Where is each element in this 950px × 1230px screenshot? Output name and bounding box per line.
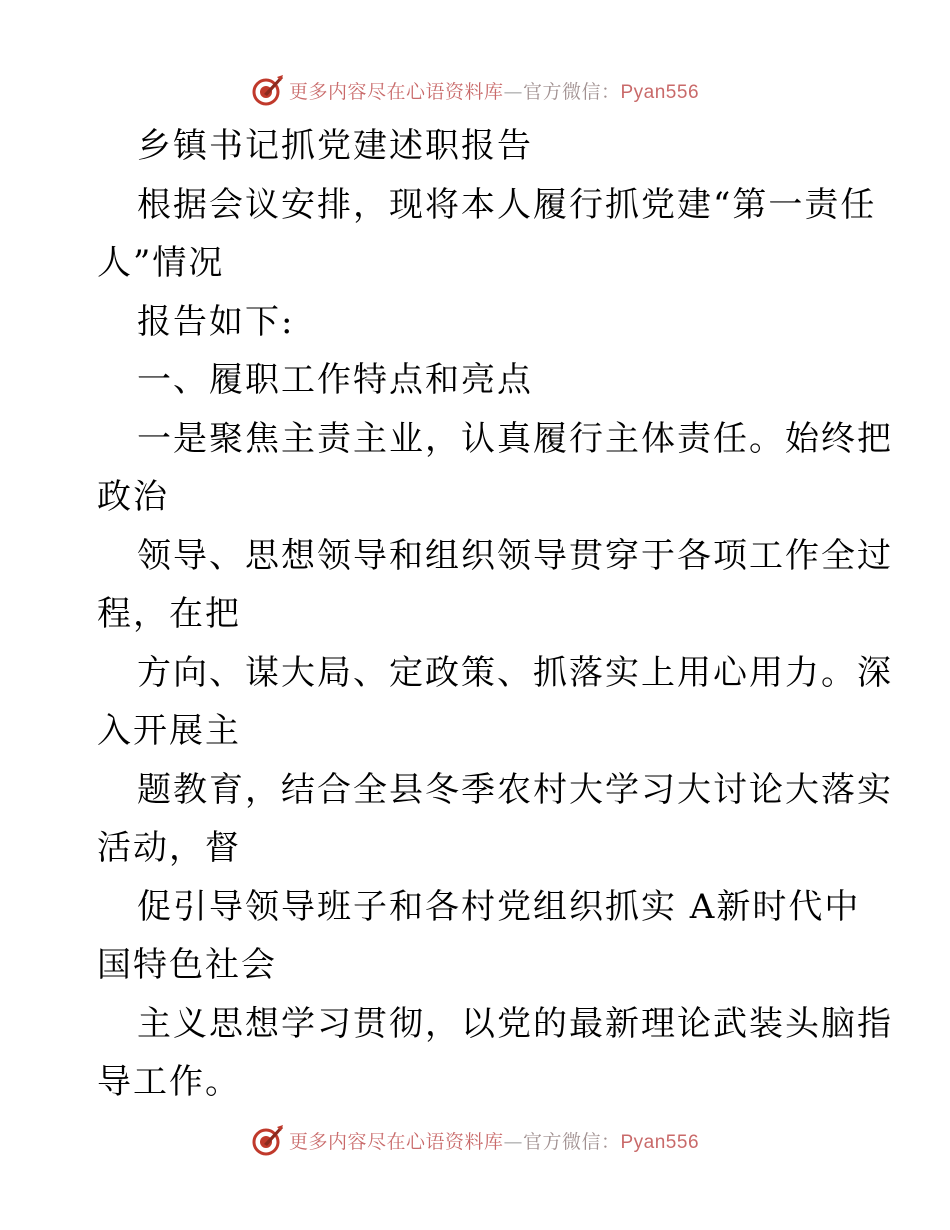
watermark-text: [289, 1127, 699, 1154]
text-line: 一、履职工作特点和亮点: [137, 360, 533, 400]
text-line: 乡镇书记抓党建述职报告: [137, 126, 533, 166]
watermark-library-name: 更多内容尽在心语资料库: [288, 80, 504, 103]
watermark-wechat-id: Pyan556: [620, 1131, 700, 1153]
text-line: 促引导领导班子和各村党组织抓实 A新时代中: [137, 886, 861, 927]
text-line: 导工作。: [97, 1062, 241, 1102]
text-line: 人”情况: [97, 243, 225, 283]
quill-logo-icon: [251, 73, 285, 107]
text-line: 主义思想学习贯彻，以党的最新理论武装头脑指: [137, 1003, 893, 1044]
text-line: 领导、思想领导和组织领导贯穿于各项工作全过: [137, 535, 893, 576]
text-line: 入开展主: [97, 711, 241, 751]
watermark-official-label: 官方微信：: [522, 80, 621, 103]
footer-watermark: [0, 1120, 950, 1160]
watermark-dash: —: [503, 1130, 523, 1153]
watermark-wechat-id: Pyan556: [620, 81, 700, 103]
watermark-text: [289, 77, 699, 104]
watermark-dash: —: [503, 80, 523, 103]
text-line: 方向、谋大局、定政策、抓落实上用心用力。深: [137, 652, 893, 693]
text-line: 程，在把: [97, 594, 241, 634]
header-watermark: [0, 70, 950, 110]
text-line: 根据会议安排，现将本人履行抓党建“第一责任: [137, 184, 877, 225]
document-body: [97, 117, 893, 1112]
text-line: 国特色社会: [97, 945, 277, 985]
watermark-library-name: 更多内容尽在心语资料库: [288, 1130, 504, 1153]
text-line: 政治: [97, 477, 169, 517]
quill-logo-icon: [251, 1123, 285, 1157]
text-line: 活动，督: [97, 828, 241, 868]
text-line: 一是聚焦主责主业，认真履行主体责任。始终把: [137, 418, 893, 459]
text-line: 题教育，结合全县冬季农村大学习大讨论大落实: [137, 769, 893, 810]
watermark-official-label: 官方微信：: [522, 1130, 621, 1153]
text-line: 报告如下:: [137, 301, 295, 342]
